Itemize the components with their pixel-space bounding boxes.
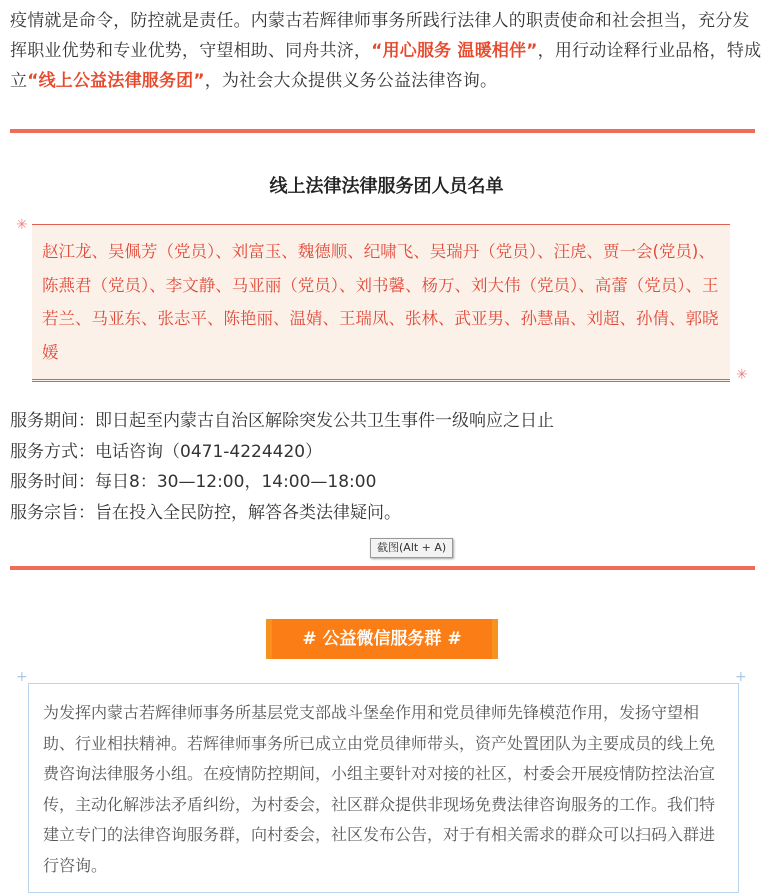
intro-text: ，为社会大众提供义务公益法律咨询。 [204, 71, 498, 91]
wechat-description-box [28, 683, 739, 893]
wechat-group-banner [266, 619, 498, 659]
service-info [10, 406, 750, 528]
wechat-group-title: # 公益微信服务群 # [272, 619, 492, 659]
corner-cross-icon: + [16, 669, 28, 685]
member-names: 赵江龙、吴佩芳（党员）、刘富玉、魏德顺、纪啸飞、吴瑞丹（党员）、汪虎、贾一会(党员)、陈燕君（党员）、李文静、马亚丽（党员）、刘书馨、杨万、刘大伟（党员）、高蕾（党员）、王若兰、马亚东、张志平、陈艳丽、温婧、王瑞凤、张林、武亚男、孙慧晶、刘超、孙倩、郭晓媛 [42, 242, 719, 362]
intro-text: 疫情就是命令，防控就是责任。内蒙古若辉律师事务所践行法律人的职责使命和社会担当，充分发挥职业优势和专业优势，守望相助、同舟共济， [10, 11, 750, 61]
service-period: 服务期间：即日起至内蒙古自治区解除突发公共卫生事件一级响应之日止 [10, 411, 554, 431]
section-divider [10, 566, 755, 570]
service-purpose: 服务宗旨：旨在投入全民防控，解答各类法律疑问。 [10, 502, 401, 523]
sparkle-icon: ✳ [736, 367, 748, 383]
wechat-description: 为发挥内蒙古若辉律师事务所基层党支部战斗堡垒作用和党员律师先锋模范作用，发扬守望相助、行业相扶精神。若辉律师事务所已成立由党员律师带头，资产处置团队为主要成员的线上免费咨询法律服务小组。在疫情防控期间，小组主要针对对接的社区，村委会开展疫情防控法治宣传，主动化解涉法矛盾纠纷，为村委会，社区群众提供非现场免费法律咨询服务的工作。我们特建立专门的法律咨询服务群，向村委会，社区发布公告，对于有相关需求的群众可以扫码入群进行咨询。 [43, 703, 716, 875]
screenshot-tooltip: 截图(Alt + A) [370, 538, 453, 558]
intro-paragraph [10, 6, 762, 96]
slogan-highlight: “用心服务 温暖相伴” [371, 41, 538, 61]
service-team-highlight: “线上公益法律服务团” [27, 71, 205, 91]
section-divider [10, 129, 755, 133]
sparkle-icon: ✳ [16, 217, 28, 233]
member-list-box [32, 224, 730, 382]
intro-text: ，用行动诠释行业品格，特成立 [10, 41, 762, 91]
corner-cross-icon: + [735, 669, 747, 685]
member-list-title: 线上法律法律服务团人员名单 [269, 176, 504, 197]
service-method: 服务方式：电话咨询（0471-4224420） [10, 441, 323, 462]
service-hours: 服务时间：每日8：30—12:00，14:00—18:00 [10, 472, 377, 492]
